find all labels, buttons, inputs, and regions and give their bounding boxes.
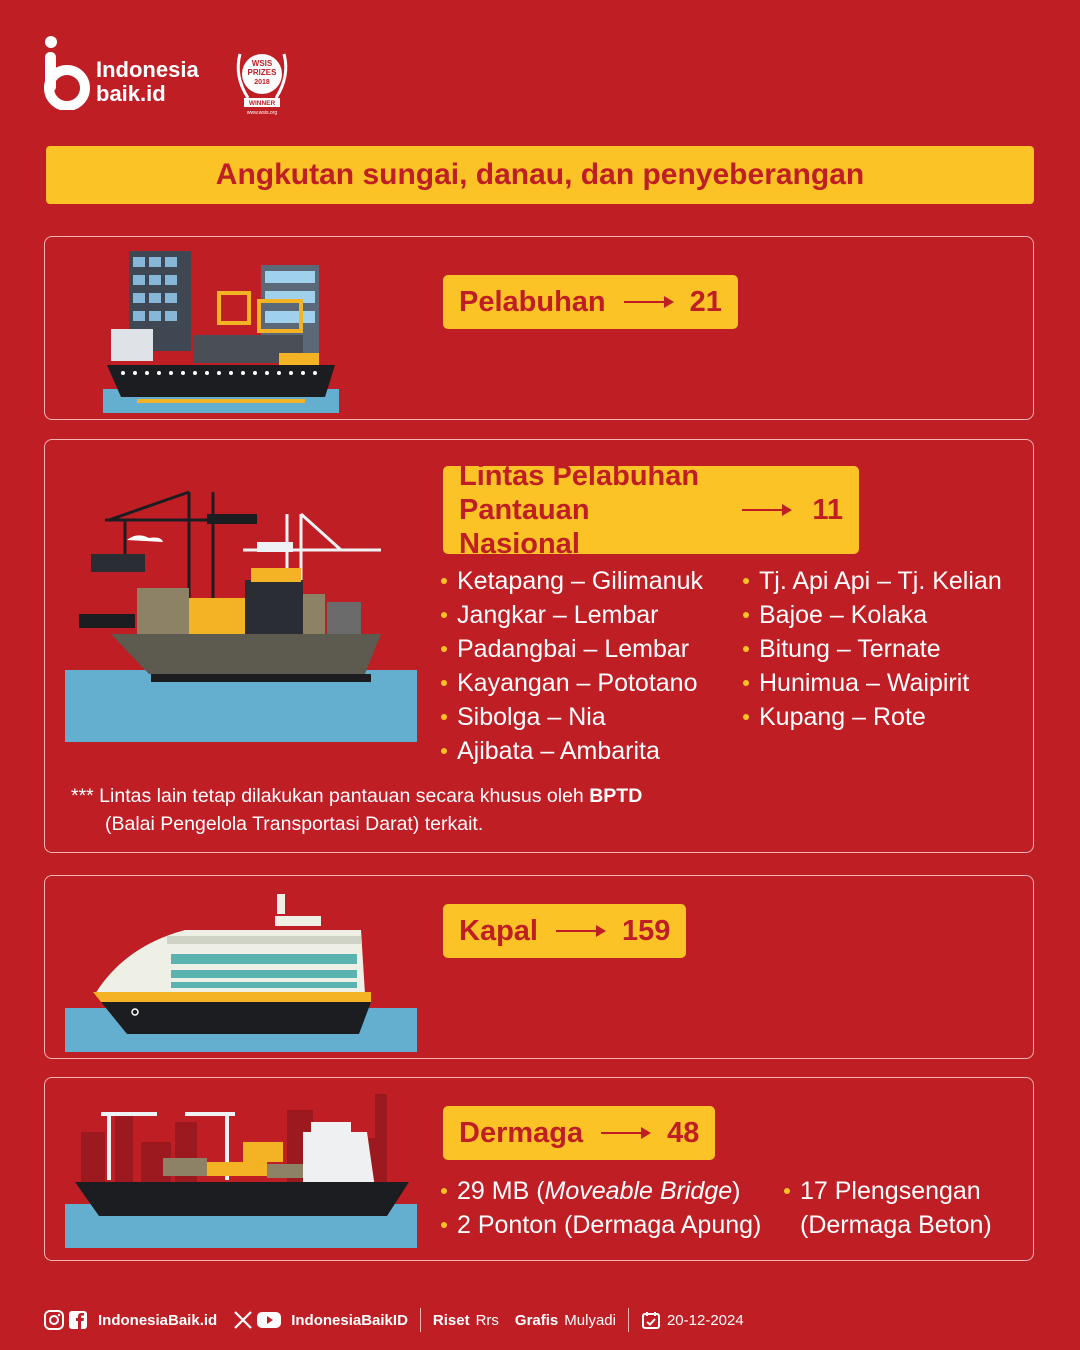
- cargo-ship-city-illustration-icon: [65, 1092, 417, 1248]
- title-banner: [46, 146, 1034, 204]
- brand-logo: [44, 36, 304, 116]
- footer: [44, 1306, 744, 1334]
- card-dermaga: [44, 1077, 1034, 1261]
- pelabuhan-stat: [443, 275, 738, 329]
- list-item: Bajoe – Kolaka: [743, 598, 1002, 632]
- logo-line1: Indonesia: [96, 57, 199, 82]
- dermaga-value: 48: [667, 1116, 700, 1149]
- footer-handle1: IndonesiaBaik.id: [98, 1311, 218, 1329]
- port-ship-illustration-icon: [103, 249, 339, 413]
- list-item: Hunimua – Waipirit: [743, 666, 1002, 700]
- lintas-value: 11: [812, 493, 843, 526]
- logo-wordmark: [96, 58, 199, 106]
- youtube-icon: [257, 1310, 281, 1330]
- item1-a: 29 MB (: [457, 1177, 545, 1205]
- footer-divider: [628, 1308, 629, 1332]
- lintas-label-line2: Pantauan Nasional: [459, 494, 590, 560]
- arrow-right-icon: [601, 1132, 649, 1134]
- logo-line2: baik.id: [96, 81, 166, 106]
- grafis-label: Grafis: [514, 1311, 559, 1329]
- item1-c: ): [732, 1177, 741, 1205]
- list-item: 2 Ponton (Dermaga Apung): [441, 1208, 761, 1242]
- award-line1: WSIS: [251, 59, 273, 68]
- list-item: Kayangan – Pototano: [441, 666, 703, 700]
- list-item: Sibolga – Nia: [441, 700, 703, 734]
- routes-left-list: [441, 564, 703, 768]
- note-bold: BPTD: [589, 785, 643, 807]
- item1-b: Moveable Bridge: [544, 1177, 733, 1205]
- list-item: Bitung – Ternate: [743, 632, 1002, 666]
- lintas-stat: [443, 460, 859, 560]
- card-lintas: [44, 439, 1034, 853]
- instagram-icon: [44, 1310, 64, 1330]
- list-item: Padangbai – Lembar: [441, 632, 703, 666]
- pelabuhan-value: 21: [689, 285, 722, 318]
- list-item: Ajibata – Ambarita: [441, 734, 703, 768]
- footer-divider: [420, 1308, 421, 1332]
- kapal-stat: [443, 904, 686, 958]
- facebook-icon: [68, 1310, 88, 1330]
- dermaga-list-right: [784, 1174, 992, 1242]
- note-prefix: *** Lintas lain tetap dilakukan pantauan secara khusus oleh: [71, 785, 590, 807]
- kapal-label: Kapal: [459, 914, 538, 947]
- card-pelabuhan: [44, 236, 1034, 420]
- lintas-footnote: [71, 782, 642, 838]
- list-item: (Dermaga Beton): [800, 1211, 992, 1239]
- list-item: Kupang – Rote: [743, 700, 1002, 734]
- note-line2: (Balai Pengelola Transportasi Darat) terkait.: [105, 813, 484, 835]
- pelabuhan-label: Pelabuhan: [459, 285, 606, 318]
- grafis-value: Mulyadi: [564, 1311, 616, 1329]
- footer-handle2: IndonesiaBaikID: [291, 1311, 408, 1329]
- award-line3: 2018: [254, 79, 270, 86]
- dermaga-stat: [443, 1106, 715, 1160]
- arrow-right-icon: [556, 930, 604, 932]
- riset-label: Riset: [432, 1311, 470, 1329]
- calendar-icon: [641, 1310, 661, 1330]
- arrow-right-icon: [624, 301, 672, 303]
- riset-value: Rrs: [475, 1311, 499, 1329]
- dermaga-label: Dermaga: [459, 1116, 584, 1149]
- x-twitter-icon: [233, 1310, 253, 1330]
- list-item: [441, 1174, 761, 1208]
- kapal-value: 159: [621, 914, 671, 947]
- routes-right-list: [743, 564, 1002, 734]
- arrow-right-icon: [742, 509, 790, 511]
- card-kapal: [44, 875, 1034, 1059]
- container-ship-crane-illustration-icon: [65, 484, 417, 742]
- award-line5: www.wsis.org: [246, 110, 278, 116]
- list-item: Ketapang – Gilimanuk: [441, 564, 703, 598]
- ferry-ship-illustration-icon: [65, 890, 417, 1052]
- dermaga-list-left: [441, 1174, 761, 1242]
- indonesiabaik-logo-icon: [44, 36, 90, 110]
- award-line4: WINNER: [248, 100, 276, 107]
- lintas-label: [459, 459, 718, 561]
- footer-date: 20-12-2024: [666, 1311, 744, 1329]
- list-item: 17 Plengsengan: [784, 1174, 992, 1208]
- wsis-award-badge-icon: [230, 36, 294, 116]
- list-item: Jangkar – Lembar: [441, 598, 703, 632]
- page-title: Angkutan sungai, danau, dan penyeberangan: [215, 158, 865, 191]
- list-item: Tj. Api Api – Tj. Kelian: [743, 564, 1002, 598]
- lintas-label-line1: Lintas Pelabuhan: [459, 460, 700, 492]
- award-line2: PRIZES: [247, 68, 277, 77]
